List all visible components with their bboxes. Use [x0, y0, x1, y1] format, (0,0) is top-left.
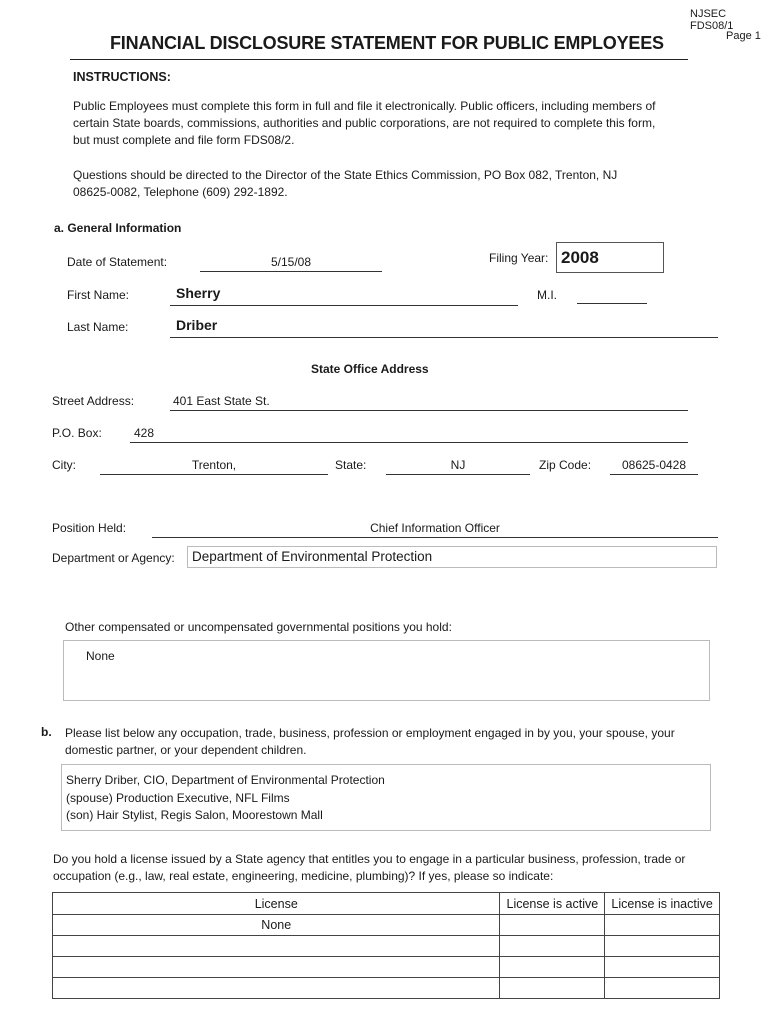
license-active-cell[interactable]	[500, 978, 605, 999]
position-label: Position Held:	[52, 521, 127, 535]
middle-initial-underline	[577, 303, 647, 304]
table-row	[53, 936, 720, 957]
occupations-field[interactable]	[61, 764, 711, 831]
license-active-cell[interactable]	[500, 915, 605, 936]
last-name-field[interactable]: Driber	[176, 317, 218, 333]
instructions-line: 08625-0082, Telephone (609) 292-1892.	[73, 185, 288, 199]
instructions-line: Public Employees must complete this form in full and file it electronically. Public officers, including members of	[73, 99, 656, 113]
zip-field[interactable]: 08625-0428	[621, 458, 687, 472]
last-name-label: Last Name:	[67, 320, 129, 334]
license-name-cell[interactable]: None	[53, 915, 500, 936]
license-active-cell[interactable]	[500, 936, 605, 957]
department-label: Department or Agency:	[52, 551, 175, 565]
section-b-question	[65, 725, 725, 759]
city-field[interactable]: Trenton,	[191, 458, 237, 472]
section-b-marker: b.	[41, 725, 52, 739]
license-name-cell[interactable]	[53, 936, 500, 957]
occupations-text	[66, 772, 385, 825]
first-name-field[interactable]: Sherry	[176, 285, 221, 301]
license-inactive-cell[interactable]	[605, 978, 720, 999]
office-address-heading: State Office Address	[311, 362, 429, 376]
instructions-line: certain State boards, commissions, authorities and public corporations, are not required to complete this form,	[73, 116, 656, 130]
instructions-paragraph-2	[73, 167, 693, 201]
license-inactive-cell[interactable]	[605, 915, 720, 936]
license-question	[53, 851, 753, 885]
first-name-underline	[170, 305, 518, 306]
instructions-line: Questions should be directed to the Director of the State Ethics Commission, PO Box 082, Trenton, NJ	[73, 168, 618, 182]
position-field[interactable]: Chief Information Officer	[370, 521, 500, 535]
pobox-label: P.O. Box:	[52, 426, 102, 440]
occupation-line: (son) Hair Stylist, Regis Salon, Moorestown Mall	[66, 808, 323, 822]
pobox-field[interactable]: 428	[134, 426, 155, 440]
license-table-header	[53, 893, 720, 915]
zip-underline	[610, 474, 698, 475]
state-underline	[386, 474, 530, 475]
department-value: Department of Environmental Protection	[192, 549, 433, 564]
table-row	[53, 978, 720, 999]
table-row	[53, 957, 720, 978]
zip-label: Zip Code:	[539, 458, 592, 472]
license-inactive-column-header: License is inactive	[605, 893, 720, 915]
state-label: State:	[335, 458, 367, 472]
filing-year-label: Filing Year:	[489, 251, 549, 265]
license-name-cell[interactable]	[53, 957, 500, 978]
occupation-line: Sherry Driber, CIO, Department of Environmental Protection	[66, 773, 385, 787]
instructions-heading: INSTRUCTIONS:	[73, 70, 171, 84]
date-field[interactable]: 5/15/08	[270, 255, 312, 269]
license-inactive-cell[interactable]	[605, 957, 720, 978]
license-active-cell[interactable]	[500, 957, 605, 978]
other-positions-field[interactable]	[63, 640, 710, 701]
city-label: City:	[52, 458, 76, 472]
last-name-underline	[170, 337, 718, 338]
title-rule	[70, 59, 688, 60]
table-row	[53, 915, 720, 936]
page-number: Page 1	[726, 30, 761, 42]
other-positions-value: None	[86, 649, 115, 663]
state-field[interactable]: NJ	[450, 458, 466, 472]
street-underline	[170, 410, 688, 411]
license-name-cell[interactable]	[53, 978, 500, 999]
date-label: Date of Statement:	[67, 255, 168, 269]
other-positions-label: Other compensated or uncompensated governmental positions you hold:	[65, 620, 452, 634]
department-field[interactable]	[187, 546, 717, 568]
position-underline	[152, 537, 718, 538]
license-question-line: occupation (e.g., law, real estate, engineering, medicine, plumbing)? If yes, please so indicate:	[53, 869, 554, 883]
street-label: Street Address:	[52, 394, 135, 408]
question-line: domestic partner, or your dependent children.	[65, 743, 307, 757]
license-inactive-cell[interactable]	[605, 936, 720, 957]
pobox-underline	[130, 442, 688, 443]
page-title: FINANCIAL DISCLOSURE STATEMENT FOR PUBLIC EMPLOYEES	[110, 33, 664, 53]
question-line: Please list below any occupation, trade, business, profession or employment engaged in by you, your spouse, your	[65, 726, 675, 740]
license-table	[52, 892, 720, 999]
filing-year-field[interactable]	[556, 242, 664, 273]
date-underline	[200, 271, 382, 272]
first-name-label: First Name:	[67, 288, 130, 302]
license-column-header: License	[53, 893, 500, 915]
instructions-paragraph-1	[73, 98, 693, 149]
middle-initial-label: M.I.	[537, 288, 557, 302]
street-field[interactable]: 401 East State St.	[173, 394, 270, 408]
section-a-heading: a. General Information	[54, 221, 182, 235]
occupation-line: (spouse) Production Executive, NFL Films	[66, 790, 290, 805]
instructions-line: but must complete and file form FDS08/2.	[73, 133, 295, 147]
filing-year-value: 2008	[561, 248, 599, 267]
license-active-column-header: License is active	[500, 893, 605, 915]
license-question-line: Do you hold a license issued by a State agency that entitles you to engage in a particular business, profession, trade or	[53, 852, 686, 866]
city-underline	[100, 474, 328, 475]
form-code: NJSEC FDS08/1	[690, 8, 734, 32]
